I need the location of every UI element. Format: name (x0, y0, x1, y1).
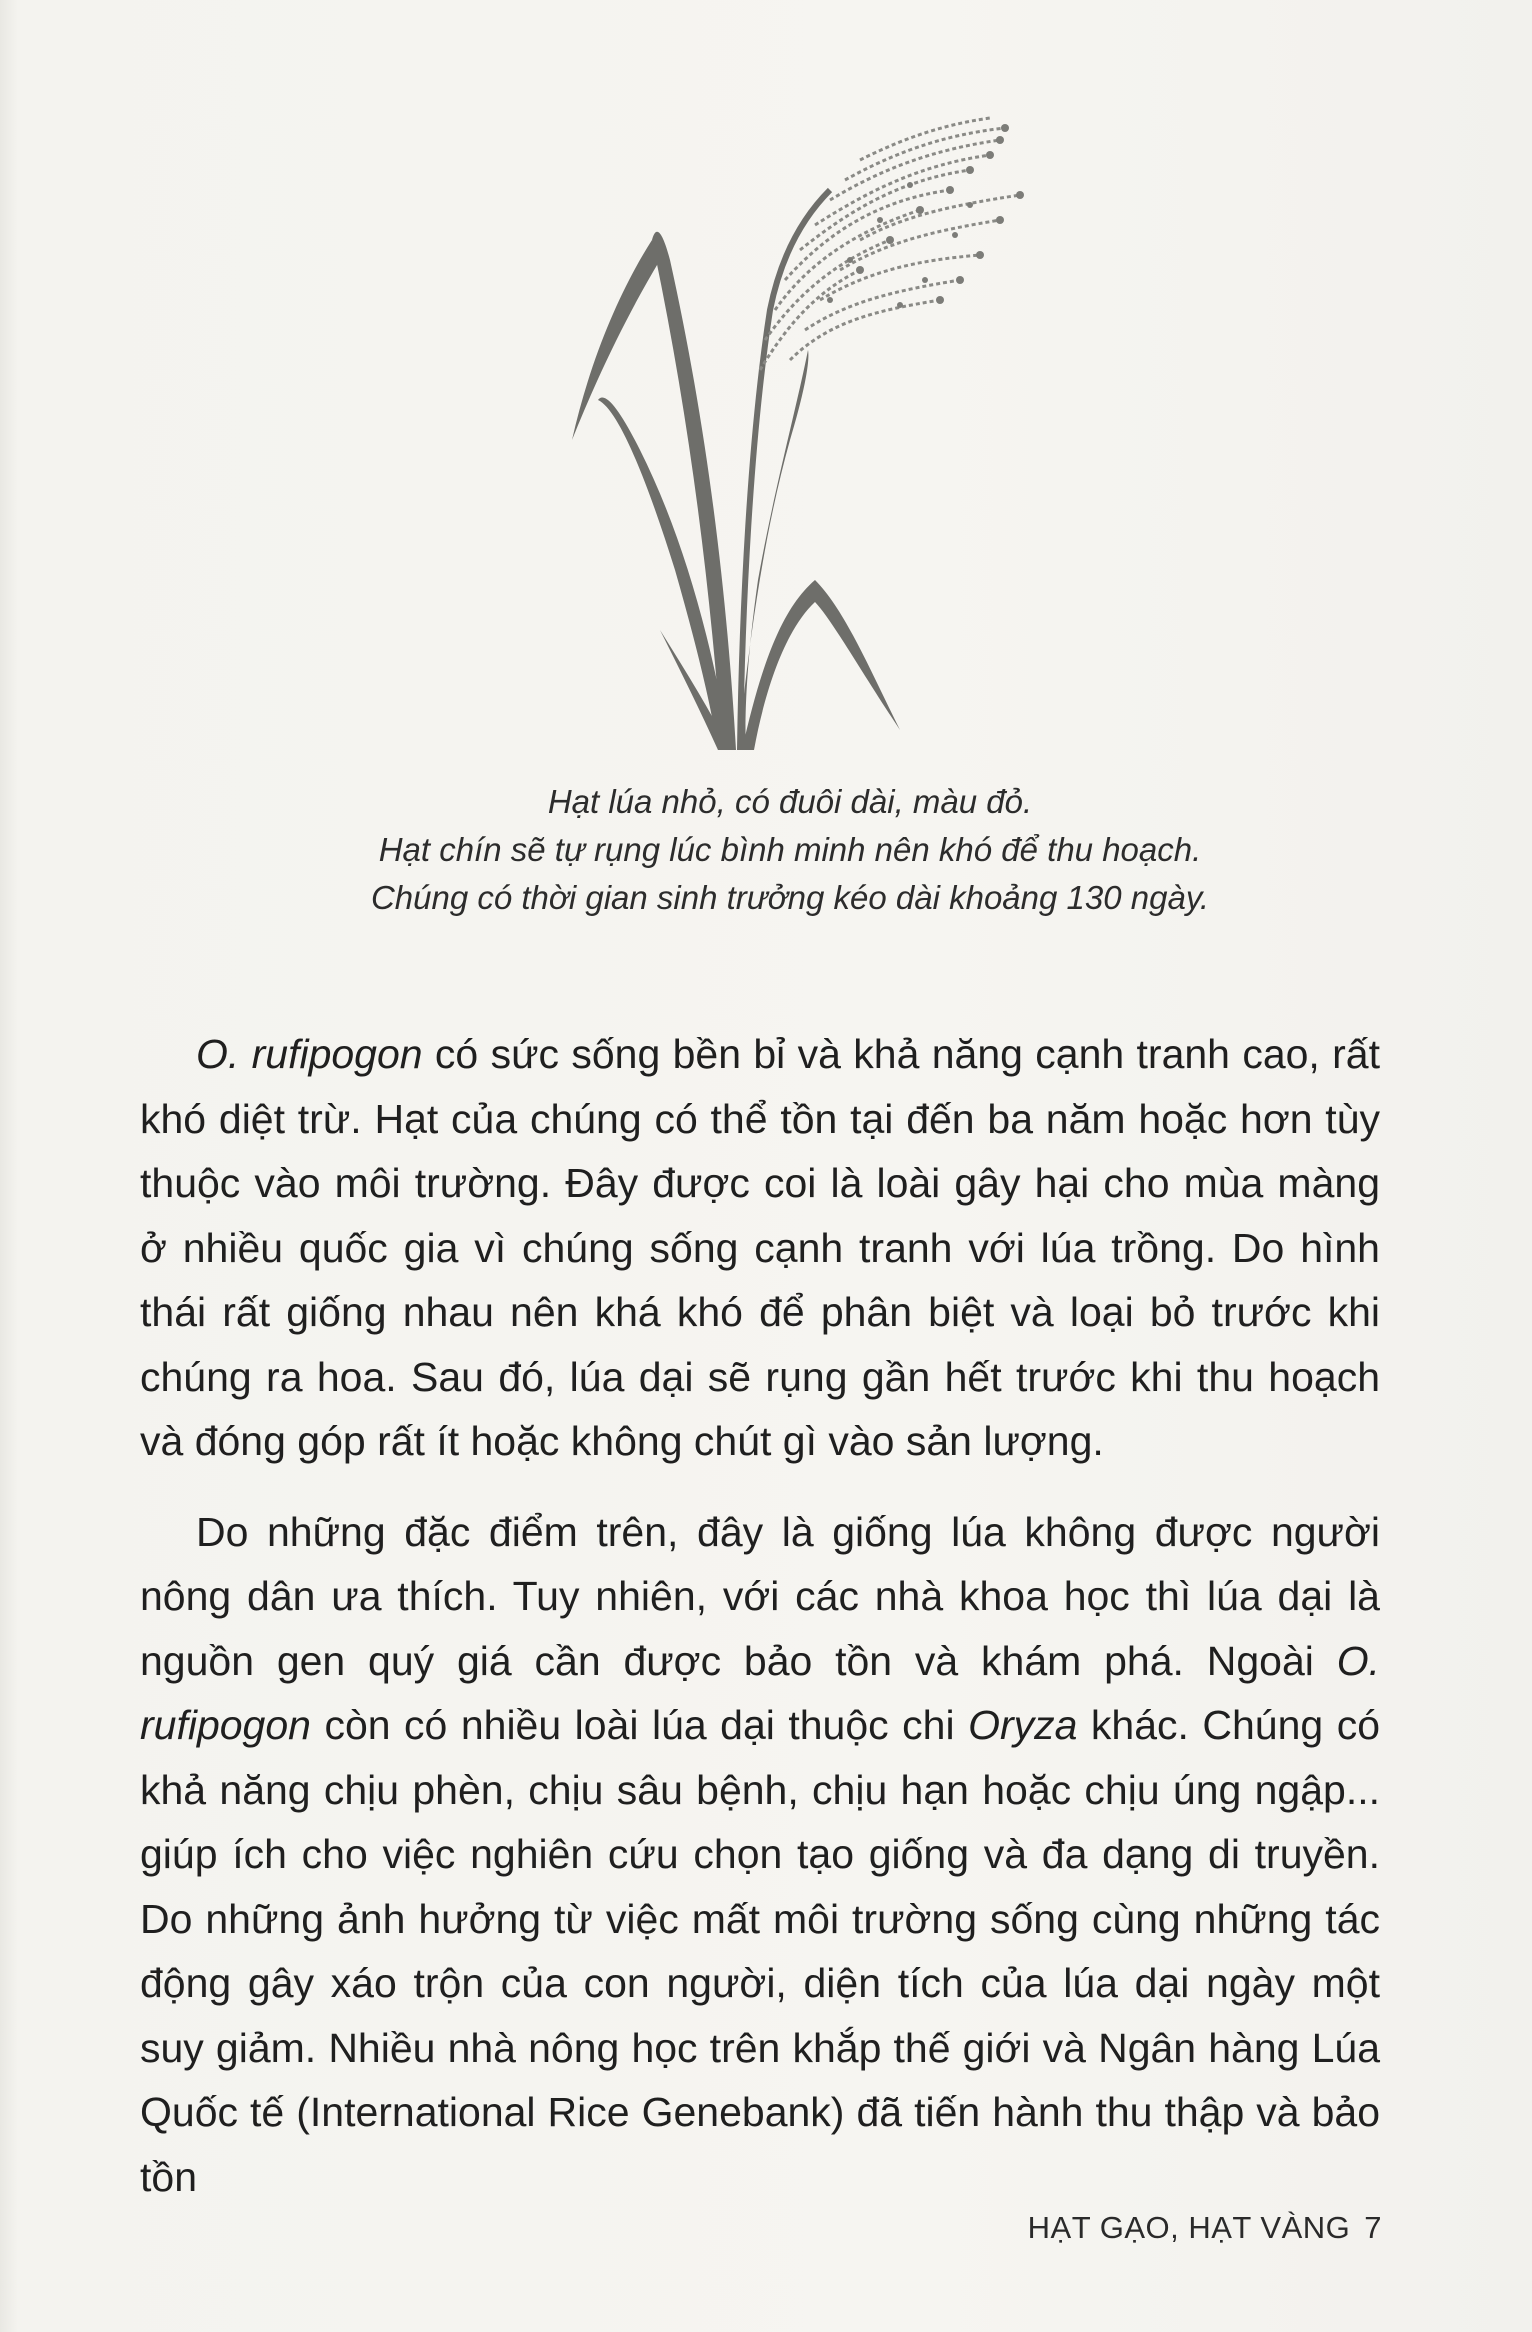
page-footer (1028, 2210, 1382, 2246)
rice-leaf-right (742, 580, 900, 750)
caption-line-1: Hạt lúa nhỏ, có đuôi dài, màu đỏ. (547, 783, 1033, 820)
paragraph-1-text: có sức sống bền bỉ và khả năng cạnh tranh cao, rất khó diệt trừ. Hạt của chúng có thể tồn tại đến ba năm hoặc hơn tùy thuộc vào môi trường. Đây được coi là loài gây hại cho mùa màng ở nhiều quốc gia vì chúng sống cạnh tranh với lúa trồng. Do hình thái rất giống nhau nên khá khó để phân biệt và loại bỏ trước khi chúng ra hoa. Sau đó, lúa dại sẽ rụng gần hết trước khi thu hoạch và đóng góp rất ít hoặc không chút gì vào sản lượng. (140, 1031, 1380, 1464)
rice-leaf-tall (652, 232, 736, 750)
illustration-caption (200, 778, 1380, 922)
species-name: O. rufipogon (140, 1637, 1380, 1748)
rice-plant-icon (560, 110, 1060, 750)
running-title: HẠT GẠO, HẠT VÀNG (1027, 2210, 1351, 2245)
body-text (140, 1022, 1380, 2235)
species-name: O. rufipogon (196, 1031, 423, 1077)
paragraph-2-text-c: khác. Chúng có khả năng chịu phèn, chịu sâu bệnh, chịu hạn hoặc chịu úng ngập... giúp ích cho việc nghiên cứu chọn tạo giống và đa dạng di truyền. Do những ảnh hưởng từ việc mất môi trường sống cùng những tác động gây xáo trộn của con người, diện tích của lúa dại ngày một suy giảm. Nhiều nhà nông học trên khắp thế giới và Ngân hàng Lúa Quốc tế (International Rice Genebank) đã tiến hành thu thập và bảo tồn (140, 1702, 1381, 2200)
paragraph-2 (140, 1500, 1380, 2210)
rice-grains (827, 124, 1024, 308)
paragraph-2-text-a: Do những đặc điểm trên, đây là giống lúa không được người nông dân ưa thích. Tuy nhiên, với các nhà khoa học thì lúa dại là nguồn gen quý giá cần được bảo tồn và khám phá. Ngoài (140, 1508, 1380, 1684)
paragraph-2-text-b: còn có nhiều loài lúa dại thuộc chi (310, 1702, 969, 1748)
page-number: 7 (1364, 2210, 1382, 2245)
paragraph-1 (140, 1022, 1380, 1474)
caption-line-2: Hạt chín sẽ tự rụng lúc bình minh nên khó để thu hoạch. (378, 831, 1202, 868)
caption-line-3: Chúng có thời gian sinh trưởng kéo dài khoảng 130 ngày. (370, 879, 1210, 916)
rice-stem (740, 190, 830, 750)
genus-name: Oryza (968, 1702, 1078, 1748)
